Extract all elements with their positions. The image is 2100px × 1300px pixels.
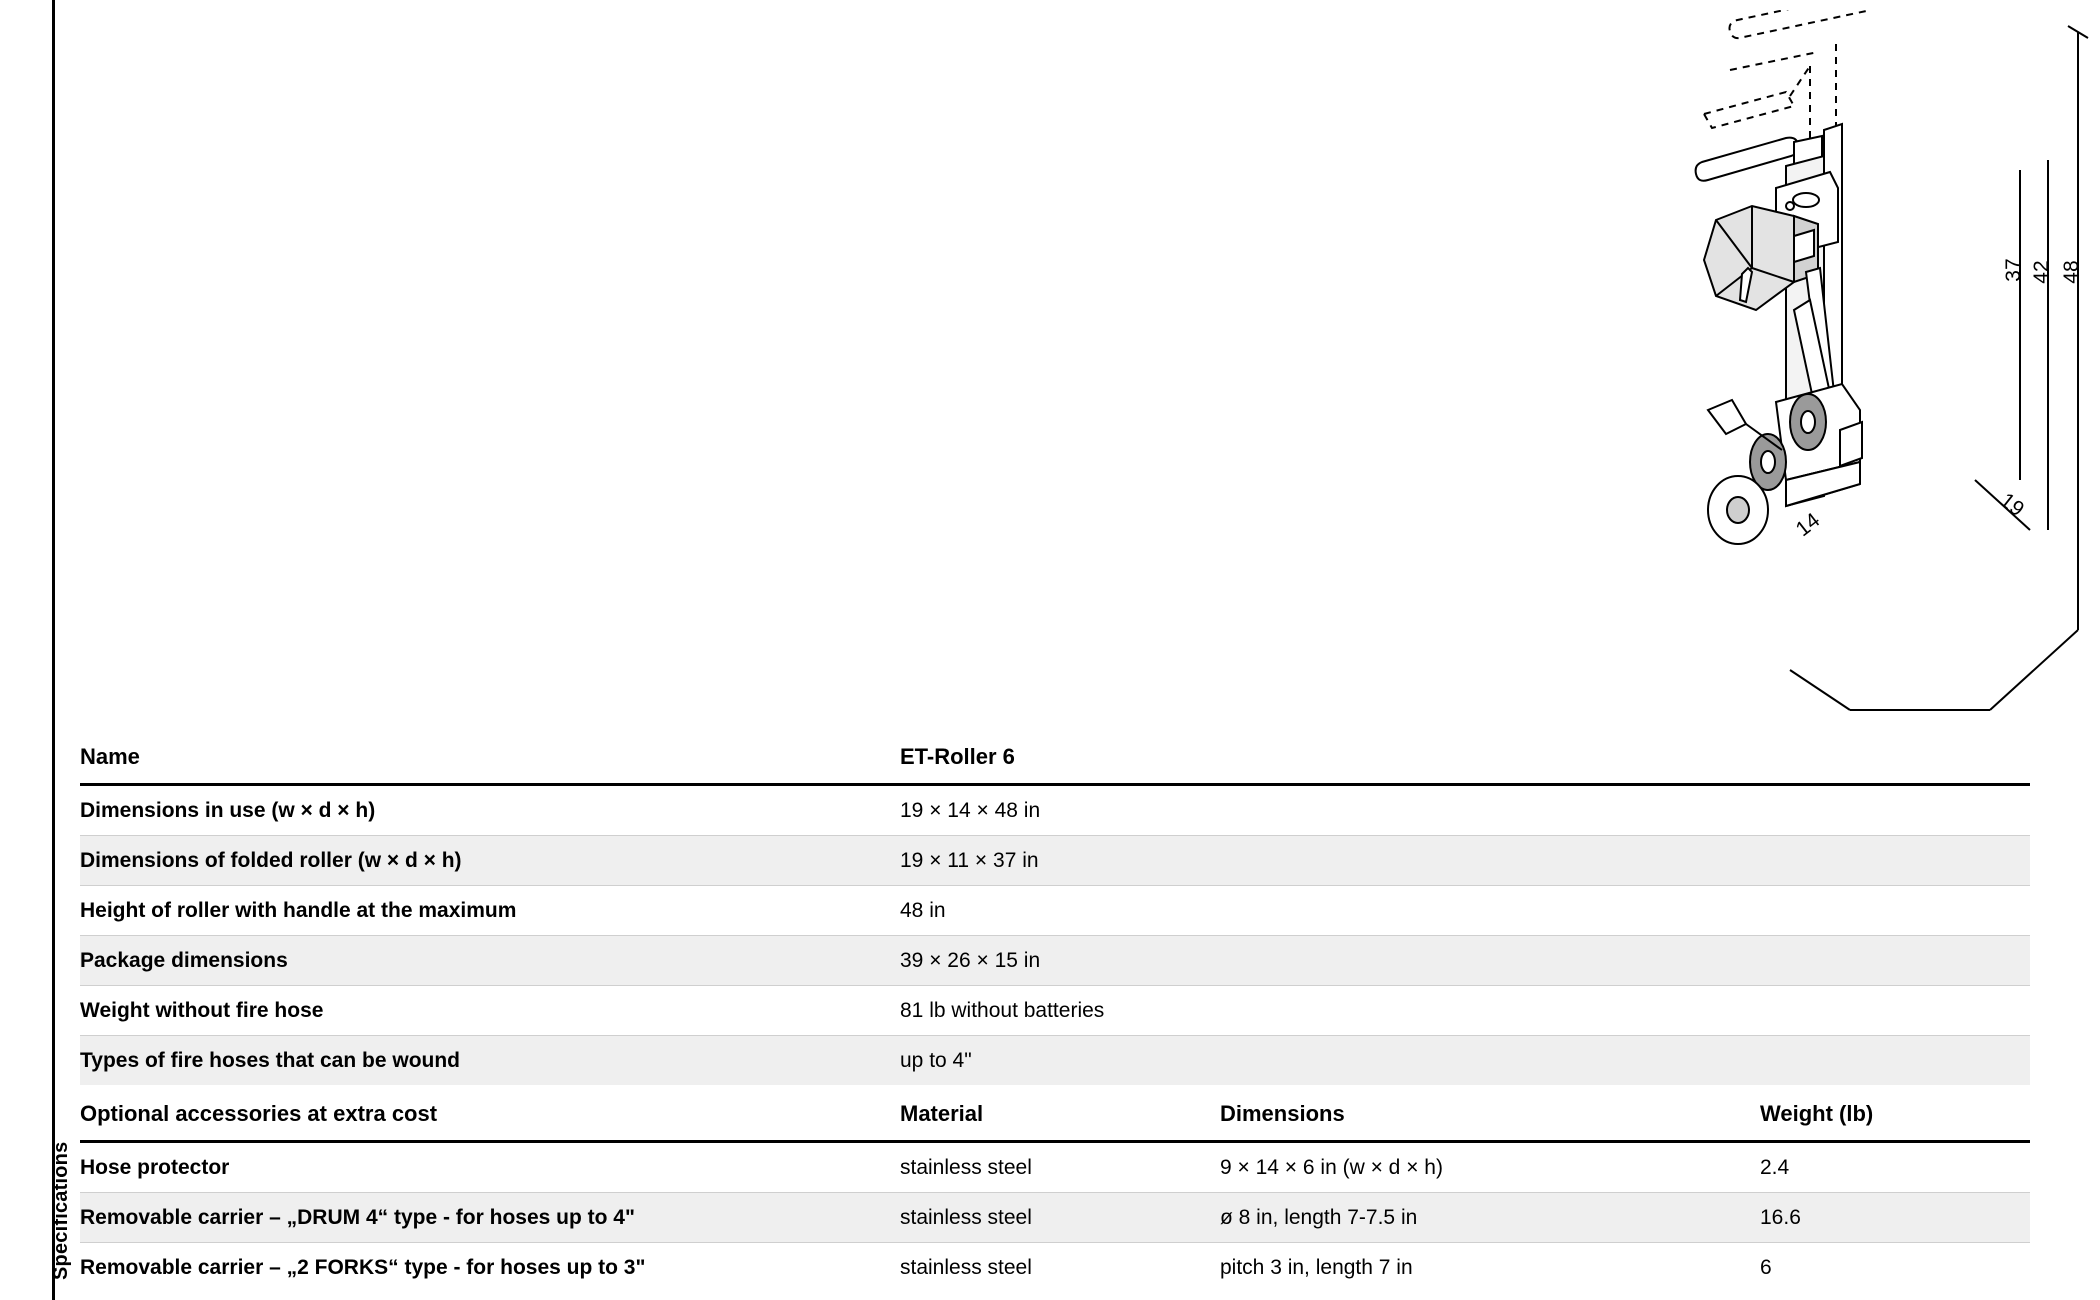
- row-dimensions: pitch 3 in, length 7 in: [1220, 1256, 1413, 1279]
- accessories-header-weight: Weight (lb): [1760, 1101, 1874, 1126]
- spec-header-name: Name: [80, 744, 140, 769]
- dimension-label-14: 14: [1791, 508, 1825, 542]
- row-value: 39 × 26 × 15 in: [900, 949, 1041, 972]
- row-value: 19 × 11 × 37 in: [900, 849, 1039, 872]
- dimension-label-42: 42: [2030, 260, 2053, 284]
- row-label: Removable carrier – „2 FORKS“ type - for hoses up to 3": [80, 1256, 646, 1279]
- row-material: stainless steel: [900, 1256, 1032, 1279]
- row-weight: 6: [1760, 1256, 1772, 1279]
- row-label: Types of fire hoses that can be wound: [80, 1049, 460, 1072]
- dimension-label-37: 37: [2002, 258, 2025, 282]
- row-dimensions: 9 × 14 × 6 in (w × d × h): [1220, 1156, 1443, 1179]
- product-illustration: [1690, 10, 2090, 750]
- row-label: Weight without fire hose: [80, 999, 324, 1022]
- accessories-header-material: Material: [900, 1101, 984, 1126]
- accessories-header-row: [80, 1092, 2030, 1140]
- row-weight: 16.6: [1760, 1206, 1801, 1229]
- accessories-header-title: Optional accessories at extra cost: [80, 1101, 438, 1126]
- table-row: [80, 1036, 2030, 1085]
- row-label: Hose protector: [80, 1156, 230, 1179]
- table-row: [80, 1193, 2030, 1242]
- table-row: [80, 836, 2030, 885]
- row-dimensions: ø 8 in, length 7-7.5 in: [1220, 1206, 1418, 1229]
- spec-header-product: ET-Roller 6: [900, 744, 1015, 769]
- table-row: [80, 936, 2030, 985]
- row-label: Removable carrier – „DRUM 4“ type - for hoses up to 4": [80, 1206, 635, 1229]
- row-value: 81 lb without batteries: [900, 999, 1105, 1022]
- row-value: 48 in: [900, 899, 946, 922]
- table-row: [80, 1243, 2030, 1292]
- section-label-specifications: Specifications: [50, 1141, 72, 1280]
- table-row: [80, 986, 2030, 1035]
- table-row: [80, 786, 2030, 835]
- spec-table-header-row: [80, 735, 2030, 783]
- row-value: up to 4": [900, 1049, 972, 1072]
- dimension-label-19: 19: [1995, 488, 2029, 522]
- row-material: stainless steel: [900, 1206, 1032, 1229]
- row-label: Height of roller with handle at the maximum: [80, 899, 517, 922]
- accessories-header-dimensions: Dimensions: [1220, 1101, 1345, 1126]
- dimension-label-48: 48: [2060, 260, 2083, 284]
- row-label: Dimensions of folded roller (w × d × h): [80, 849, 462, 872]
- specification-table: [80, 735, 2030, 1085]
- row-label: Package dimensions: [80, 949, 288, 972]
- table-row: [80, 1143, 2030, 1192]
- row-value: 19 × 14 × 48 in: [900, 799, 1041, 822]
- row-weight: 2.4: [1760, 1156, 1790, 1179]
- row-material: stainless steel: [900, 1156, 1032, 1179]
- row-label: Dimensions in use (w × d × h): [80, 799, 376, 822]
- table-row: [80, 886, 2030, 935]
- accessories-table: [80, 1092, 2030, 1292]
